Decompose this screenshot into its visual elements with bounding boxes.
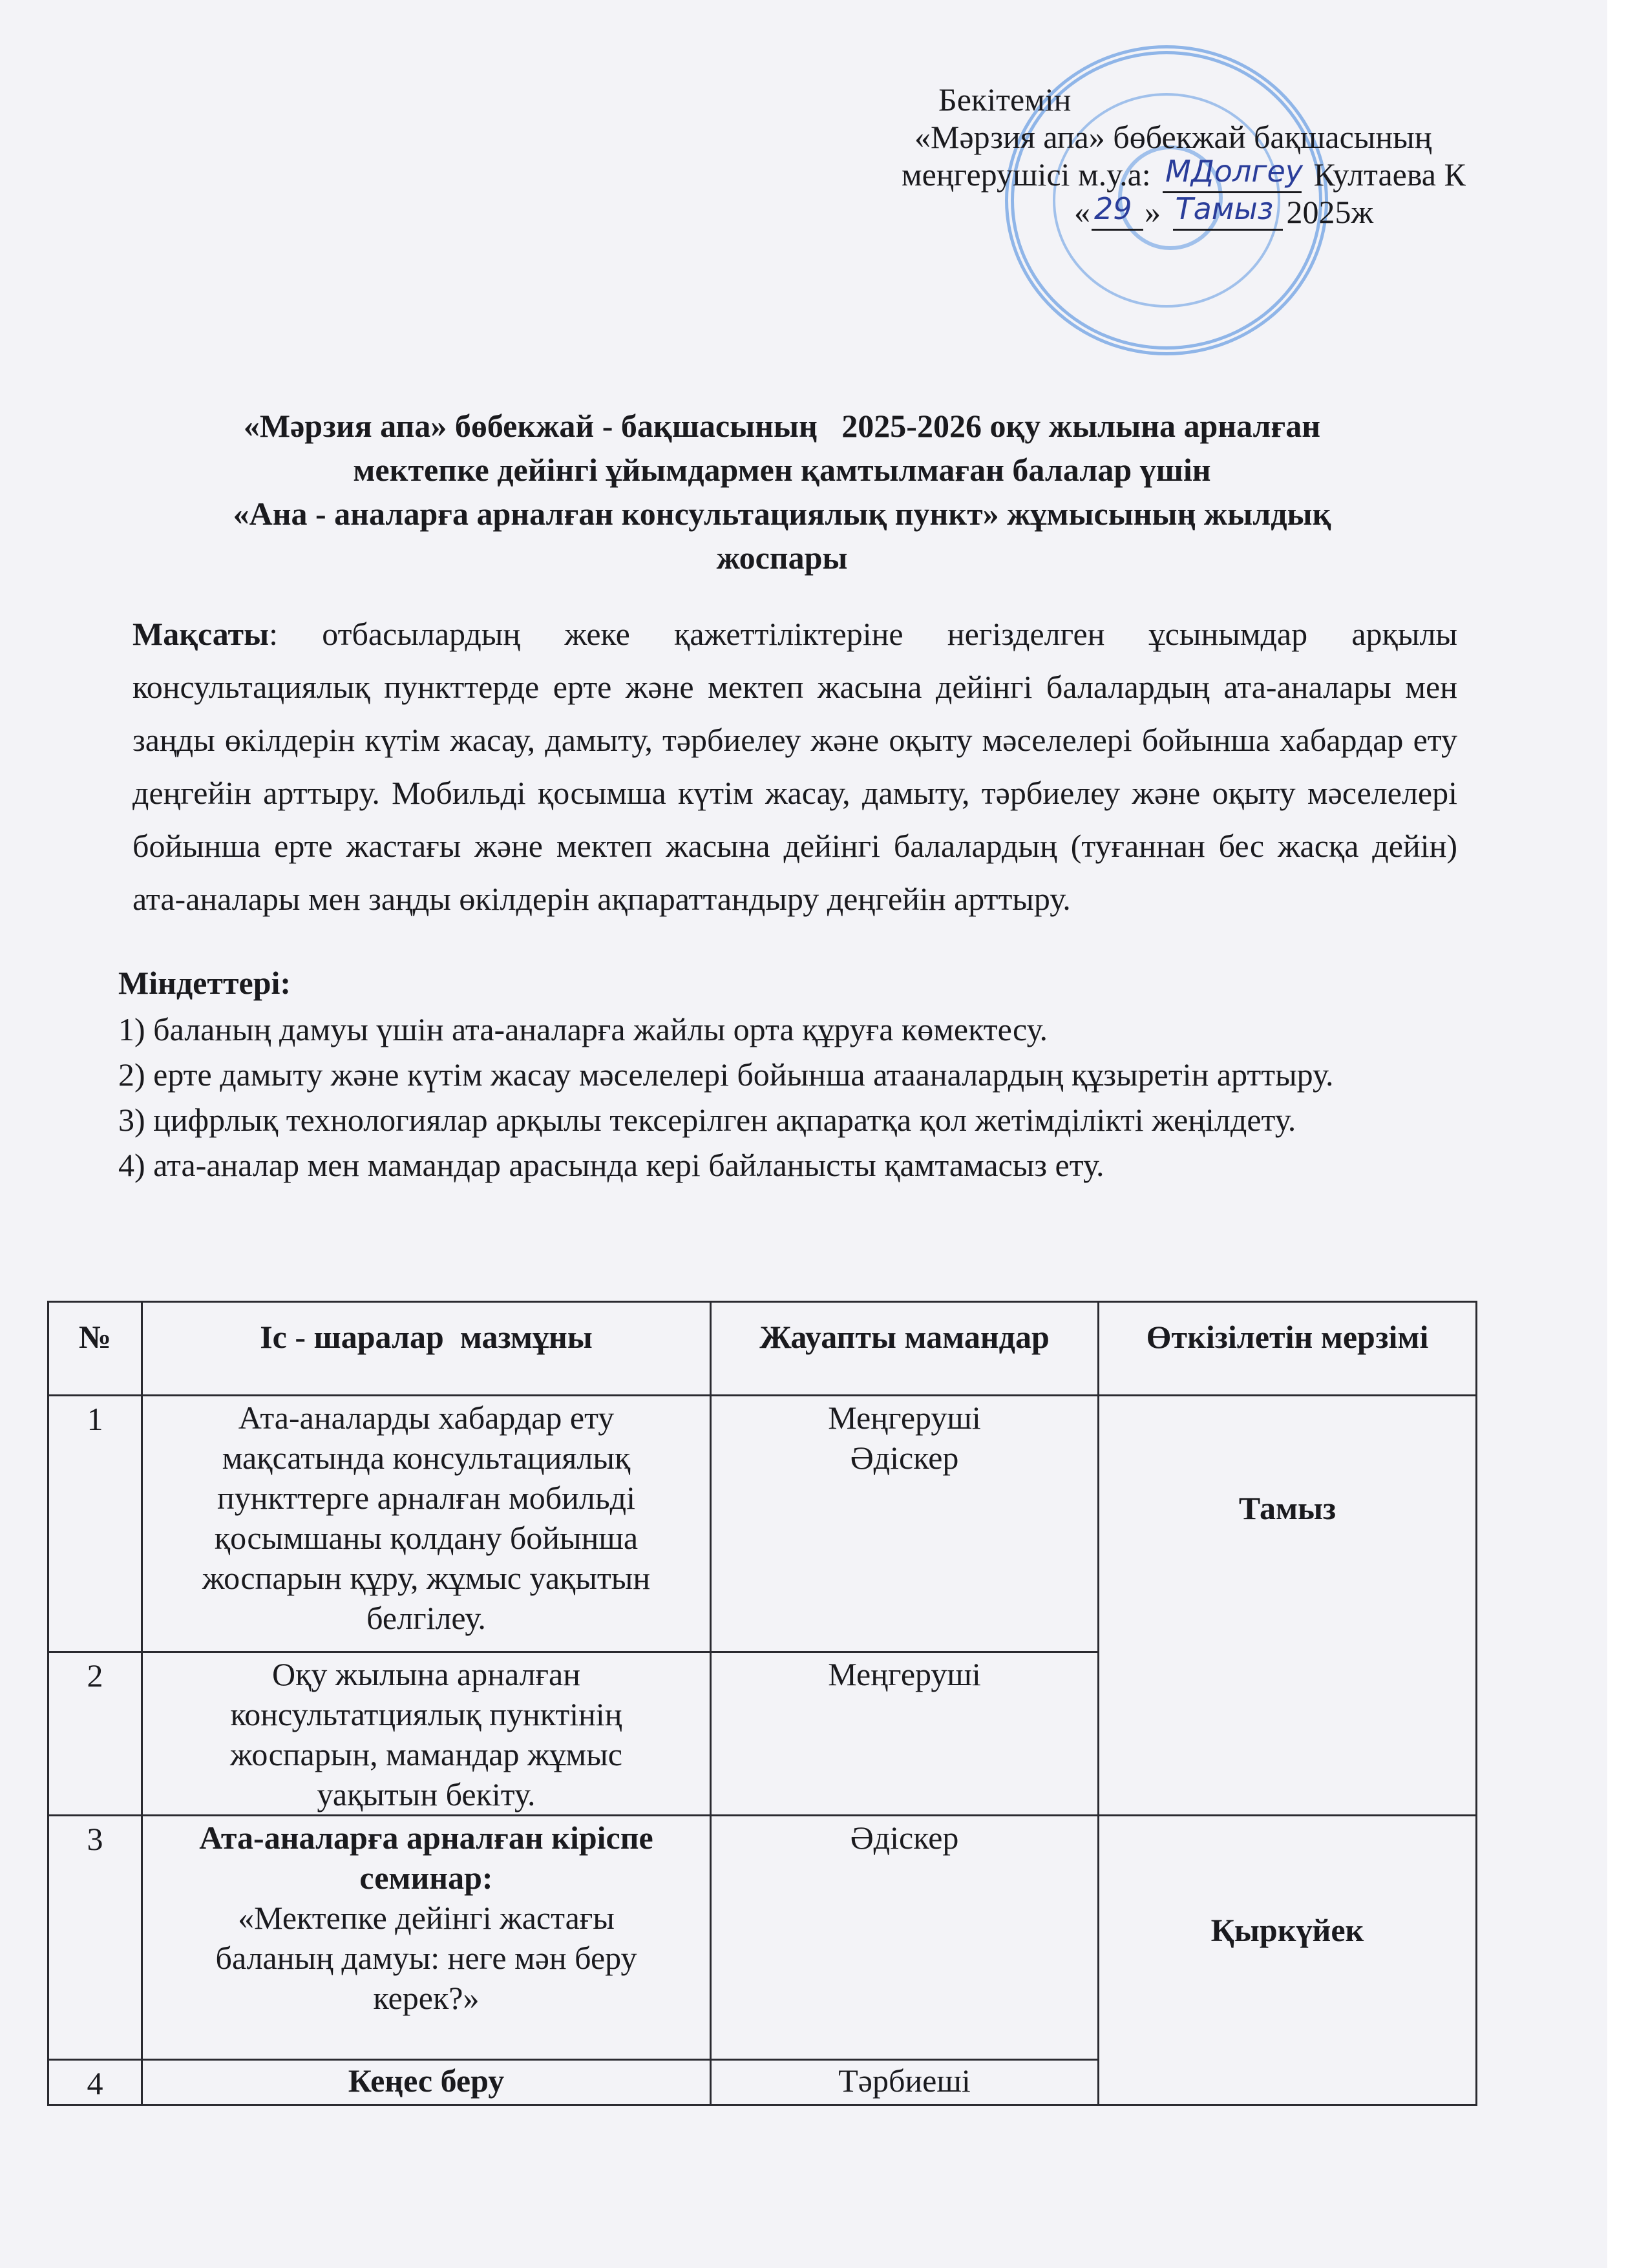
approve-label: Бекітемін [938, 81, 1072, 118]
task-item: 4) ата-аналар мен мамандар арасында кері байланысты қамтамасыз ету. [118, 1147, 1104, 1183]
task-item: 1) баланың дамуы үшін ата-аналарға жайлы орта құруға көмектесу. [118, 1011, 1048, 1047]
header-responsible: Жауапты мамандар [711, 1302, 1099, 1396]
handwritten-signature: МДолгеу [1165, 154, 1304, 189]
approval-org-line: «Мәрзия апа» бөбекжай бақшасының [914, 119, 1432, 155]
row-content: Кеңес беру [142, 2060, 711, 2105]
table-header-row [48, 1302, 1477, 1396]
approval-head-line [902, 156, 1516, 193]
date-close-quote: » [1145, 194, 1161, 230]
title-line-2: мектепке дейінгі ұйымдармен қамтылмаған балалар үшін [353, 452, 1211, 488]
row-content: Оқу жылына арналған консультатциялық пунктінің жоспарын, мамандар жұмыс уақытын бекіту. [142, 1652, 711, 1816]
header-number: № [48, 1302, 142, 1396]
head-line-prefix: меңгерушісі м.у.а: [902, 156, 1151, 193]
row-content-bold: Ата-аналарға арналған кіріспе семинар: [199, 1820, 653, 1896]
tasks-section [118, 961, 1459, 1189]
title-line-1: «Мәрзия апа» бөбекжай - бақшасының 2025-2026 оқу жылына арналған [243, 408, 1321, 444]
row-responsible [711, 1396, 1099, 1652]
document-title [78, 404, 1486, 580]
row-responsible [711, 1652, 1099, 1816]
goal-label: Мақсаты [132, 616, 269, 652]
row-number: 2 [48, 1652, 142, 1816]
row-number: 4 [48, 2060, 142, 2105]
date-day-field [1092, 191, 1143, 231]
approval-date-line [902, 193, 1516, 231]
handwritten-month: Тамыз [1175, 191, 1274, 226]
row-responsible [711, 1816, 1099, 2060]
goal-paragraph [132, 607, 1457, 925]
row-content [142, 1816, 711, 2060]
row-number: 1 [48, 1396, 142, 1652]
row-number: 3 [48, 1816, 142, 2060]
header-content: Іс - шаралар мазмұны [142, 1302, 711, 1396]
title-line-3: «Ана - аналарға арналған консультациялық пункт» жұмысының жылдық [233, 496, 1331, 532]
tasks-title: Міндеттері: [118, 965, 291, 1001]
row-period: Қыркүйек [1099, 1816, 1477, 2105]
row-content: Ата-аналарды хабардар ету мақсатында консультациялық пункттерге арналған мобильді қосымшаны қолдану бойынша жоспарын құру, жұмыс уақытын белгілеу. [142, 1396, 711, 1652]
approval-block [902, 81, 1516, 231]
title-line-4: жоспары [716, 540, 848, 576]
date-year: 2025ж [1286, 194, 1374, 230]
row-responsible [711, 2060, 1099, 2105]
signature-field [1163, 154, 1304, 193]
responsible-name: Тәрбиеші [838, 2063, 971, 2099]
task-item: 2) ерте дамыту және күтім жасау мәселелері бойынша атааналардың құзыретін арттыру. [118, 1056, 1334, 1093]
table-row [48, 1396, 1477, 1652]
row-period: Тамыз [1099, 1396, 1477, 1816]
responsible-name: Әдіскер [850, 1440, 959, 1476]
handwritten-day: 29 [1094, 191, 1132, 226]
table-row [48, 1816, 1477, 2060]
head-name: Култаева К [1313, 156, 1466, 193]
goal-text: : отбасылардың жеке қажеттіліктеріне негізделген ұсынымдар арқылы консультациялық пункттерде ерте және мектеп жасына дейінгі балалардың ата-аналары мен заңды өкілдерін күтім жасау, дамыту, тәрбиелеу және оқыту мәселелері бойынша хабардар ету деңгейін арттыру. Мобильді қосымша күтім жасау, дамыту, тәрбиелеу және оқыту мәселелері бойынша ерте жастағы және мектеп жасына дейінгі балалардың (туғаннан бес жасқа дейін) ата-аналары мен заңды өкілдерін ақпараттандыру деңгейін арттыру. [132, 616, 1457, 917]
date-month-field [1173, 191, 1283, 231]
row-content-text: «Мектепке дейінгі жастағы баланың дамуы: неге мән беру керек?» [215, 1900, 637, 2016]
responsible-name: Әдіскер [850, 1820, 959, 1856]
responsible-name: Меңгеруші [828, 1656, 981, 1692]
date-open-quote: « [1074, 194, 1090, 230]
header-period: Өткізілетін мерзімі [1099, 1302, 1477, 1396]
plan-table [47, 1301, 1477, 2106]
task-item: 3) цифрлық технологиялар арқылы тексерілген ақпаратқа қол жетімділікті жеңілдету. [118, 1102, 1296, 1138]
responsible-name: Меңгеруші [828, 1400, 981, 1436]
